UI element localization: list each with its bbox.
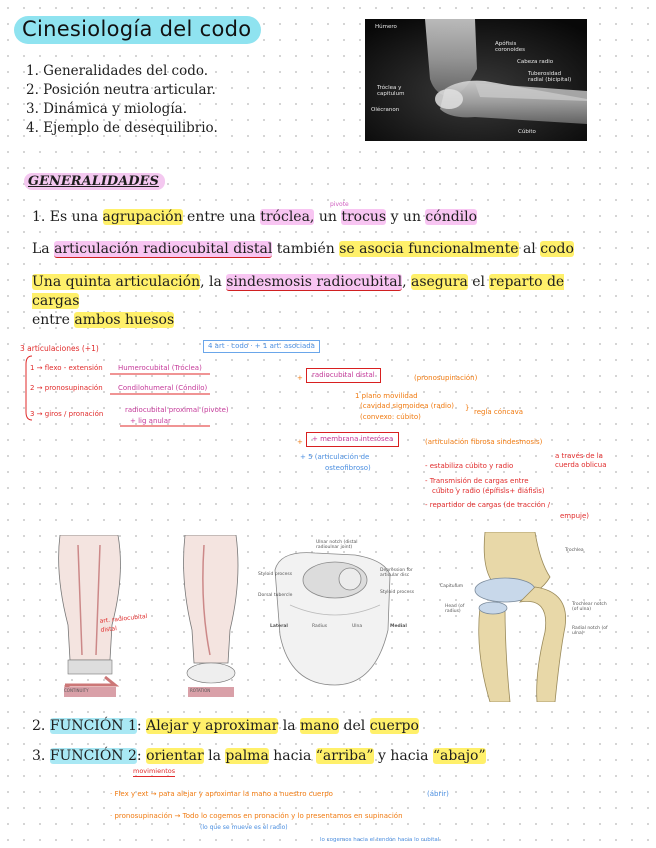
forearm-supination-figure — [170, 535, 250, 705]
underline-marks — [110, 372, 220, 432]
highlight: cóndilo — [425, 209, 478, 225]
function-1 — [32, 718, 419, 734]
text: entre — [32, 312, 75, 328]
highlight: trocus — [341, 209, 387, 225]
text: entre una — [182, 209, 261, 225]
bracket-icon — [24, 354, 34, 422]
text: y hacia — [373, 748, 433, 764]
figure-label: CONTINUITY — [64, 688, 89, 693]
section-heading: GENERALIDADES — [24, 173, 165, 190]
text: , — [402, 274, 411, 290]
highlight: articulación radiocubital distal — [54, 241, 273, 257]
note-transmision: - Transmisión de cargas entre — [425, 477, 529, 485]
table-of-contents — [26, 62, 218, 138]
paragraph-3 — [32, 273, 612, 330]
page-title: Cinesiología del codo — [14, 16, 261, 44]
figure-label: Trochlea — [565, 548, 584, 553]
note-tendon: lo cogemos hacia el tendón hacia lo cubital — [320, 837, 440, 843]
highlight: mano — [300, 718, 340, 734]
note-giros-value-2: + lig anular — [130, 417, 171, 425]
highlight: “arriba” — [315, 748, 374, 764]
figure-label: Trochlear notch (of ulna) — [572, 602, 607, 612]
note-art-radiocubital: art. radiocubital distal — [99, 612, 148, 634]
toc-item: 3. Dinámica y miología. — [26, 101, 187, 117]
highlight: reparto de cargas — [32, 274, 565, 309]
figure-label: Depression for articular disc — [380, 568, 413, 578]
elbow-joint-figure — [465, 532, 575, 702]
note-pronosupinacion-bottom: · pronosupinación → Todo lo cogemos en pronación y lo presentamos en supinación — [110, 812, 403, 820]
xray-label: Húmero — [375, 24, 397, 30]
figure-label: Styloid process — [258, 572, 293, 577]
note-flexo-value: Humerocubital (Tróclea) — [118, 364, 202, 372]
note-a-traves: a través de la cuerda oblicua — [555, 452, 607, 469]
text: La — [32, 241, 55, 257]
note-cavidad: (cavidad sigmoidea (radio) — [360, 402, 455, 410]
text: 2. — [32, 718, 50, 734]
highlight: codo — [540, 241, 574, 257]
note-pronosupinacion: (pronosupinación) — [414, 374, 478, 382]
note-art-fibrosa: (articulación fibrosa sindesmosis) — [425, 438, 543, 446]
note-prono-value: Condilohumeral (Cóndilo) — [118, 384, 208, 392]
toc-item: 4. Ejemplo de desequilibrio. — [26, 120, 218, 136]
text: la — [278, 718, 300, 734]
highlight: “abajo” — [432, 748, 486, 764]
annotation-pivote: pivote — [330, 201, 349, 208]
note-flex-ext: · Flex y ext → para alejar y aproximar la mano a nuestro cuerpo — [110, 790, 333, 798]
xray-label: Cabeza radio — [517, 59, 554, 65]
note-giros: 3 → giros / pronación — [30, 410, 104, 418]
note-convexo: (convexo: cúbito) — [360, 413, 421, 421]
figure-label: Capitulum — [440, 584, 464, 589]
function-2 — [32, 748, 486, 764]
toc-item: 2. Posición neutra articular. — [26, 82, 216, 98]
note-osteofibroso: osteofibroso) — [325, 464, 371, 472]
note-estabiliza: - estabiliza cúbito y radio — [425, 462, 514, 470]
note-movimientos: movimientos — [133, 767, 176, 775]
highlight: palma — [225, 748, 269, 764]
highlight: sindesmosis radiocubital — [226, 274, 403, 290]
text: del — [339, 718, 370, 734]
elbow-xray-image — [365, 19, 587, 141]
text: 3. — [32, 748, 50, 764]
xray-label: Olécranon — [371, 107, 400, 113]
figure-label: Styloid process — [380, 590, 415, 595]
note-flex-tag: (ábrir) — [427, 790, 449, 798]
highlight: se asocia funcionalmente — [339, 241, 519, 257]
note-empuje: empuje) — [560, 512, 589, 520]
text: 1. Es una — [32, 209, 103, 225]
text: la — [203, 748, 226, 764]
brace-icon: } — [465, 404, 470, 412]
paragraph-1 — [32, 209, 477, 225]
note-1-plano: 1 plano movilidad — [355, 392, 418, 400]
highlight: cuerpo — [369, 718, 419, 734]
figure-label: Ulna — [352, 624, 363, 629]
toc-item: 1. Generalidades del codo. — [26, 63, 209, 79]
note-radio: (lo que se mueve es el radio) — [200, 824, 288, 831]
note-regla: regla cóncava — [474, 408, 524, 416]
text: también — [272, 241, 340, 257]
highlight: orientar — [146, 748, 204, 764]
text: un — [314, 209, 342, 225]
highlight: FUNCIÓN 2 — [49, 748, 137, 764]
highlight: ambos huesos — [74, 312, 175, 328]
plus-icon: + — [297, 374, 303, 382]
note-membrana: + membrana interósea — [306, 432, 399, 447]
highlight: Una quinta articulación — [32, 274, 201, 290]
figure-label: Dorsal tubercle — [258, 593, 293, 598]
text: , la — [200, 274, 227, 290]
note-3-articulaciones: 3 articulaciones (+1) — [20, 344, 99, 353]
highlight: FUNCIÓN 1 — [49, 718, 137, 734]
highlight: tróclea, — [260, 209, 315, 225]
figure-label: Head (of radius) — [445, 604, 465, 614]
xray-label: Tuberosidad radial (bicipital) — [528, 71, 572, 83]
text: hacia — [268, 748, 316, 764]
xray-label: Apófisis coronoides — [495, 41, 526, 53]
text: y un — [386, 209, 426, 225]
figure-label: Radius — [312, 624, 328, 629]
note-repartidor: - repartidor de cargas (de tracción / — [425, 501, 550, 509]
paragraph-2 — [32, 241, 574, 257]
figure-label: Radial notch (of ulna) — [572, 626, 608, 636]
highlight: asegura — [410, 274, 468, 290]
highlight: Alejar y aproximar — [146, 718, 279, 734]
figure-label: Medial — [390, 624, 407, 629]
note-radiocubital-distal: radiocubital distal — [306, 368, 381, 383]
xray-label: Cúbito — [518, 129, 536, 135]
text: : — [136, 748, 147, 764]
note-art-de: + 5 (articulación de — [300, 453, 370, 461]
figure-label: ROTATION — [190, 688, 211, 693]
xray-label: Tróclea y capitulum — [377, 85, 405, 97]
note-flexo: 1 → flexo - extensión — [30, 364, 103, 372]
figure-label: Ulnar notch (distal radioulnar joint) — [316, 540, 358, 550]
highlight: agrupación — [102, 209, 183, 225]
note-transmision-2: cúbito y radio (epífisis+ diáfisis) — [432, 487, 545, 495]
plus-icon: + — [297, 438, 303, 446]
text: al — [518, 241, 541, 257]
note-prono: 2 → pronosupinación — [30, 384, 103, 392]
note-4-art-codo: 4 art · codo · + 1 art. asociada — [203, 340, 320, 353]
figure-label: Lateral — [270, 624, 288, 629]
note-giros-value: radiocubital proximal (pivote) — [125, 406, 229, 414]
text: el — [467, 274, 490, 290]
text: : — [136, 718, 147, 734]
